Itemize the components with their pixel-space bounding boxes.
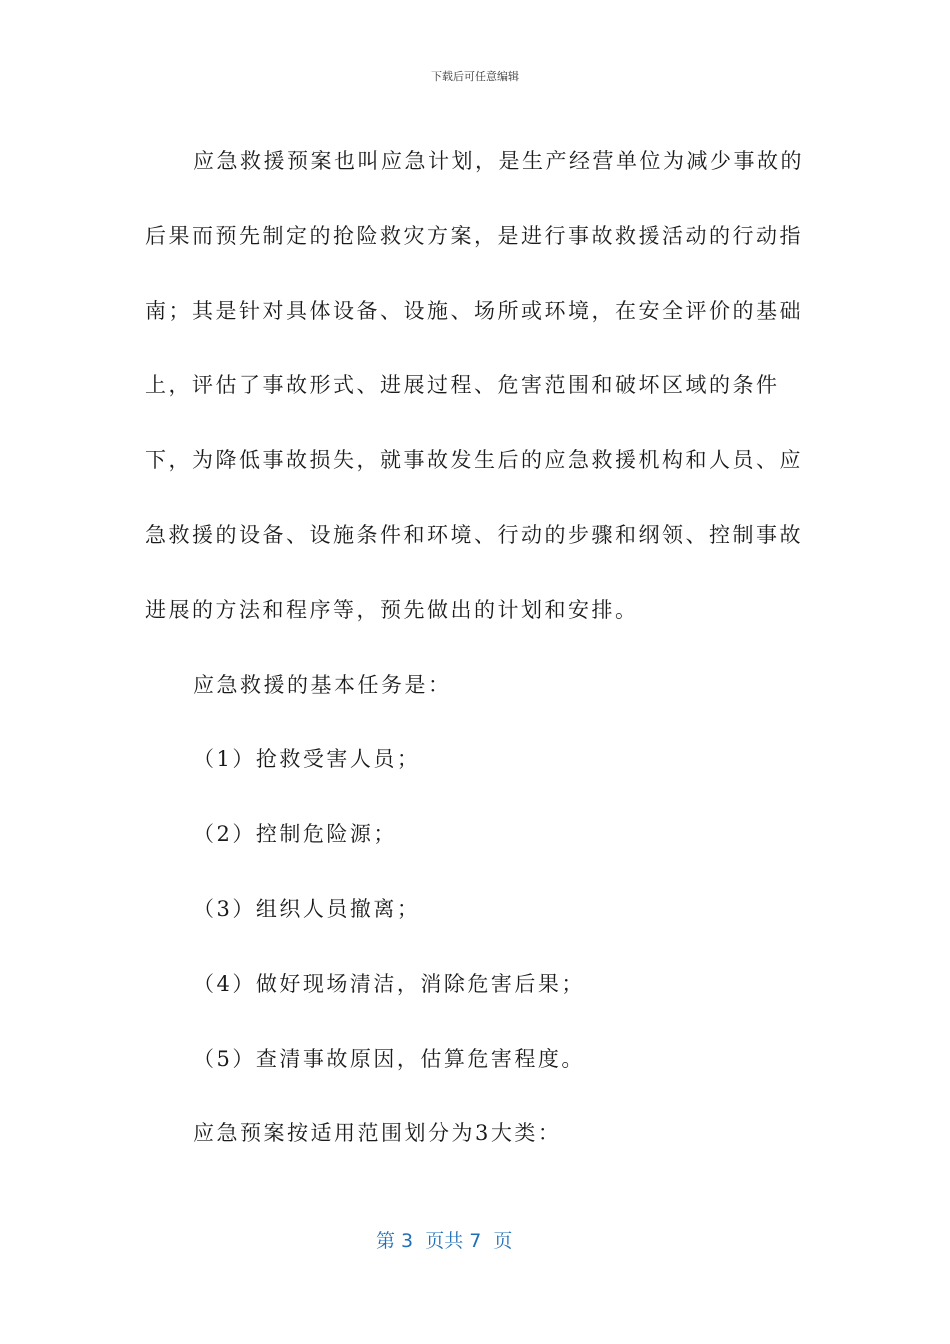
tasks-heading: 应急救援的基本任务是： bbox=[193, 672, 452, 697]
document-body bbox=[145, 124, 805, 1171]
task-item-2: （2）控制危险源； bbox=[193, 822, 397, 847]
task-item-1: （1）抢救受害人员； bbox=[193, 747, 421, 772]
task-item-3: （3）组织人员撤离； bbox=[193, 896, 421, 921]
task-item-4: （4）做好现场清洁，消除危害后果； bbox=[193, 971, 585, 996]
page-header-note: 下载后可任意编辑 bbox=[431, 70, 519, 83]
task-item-5: （5）查清事故原因，估算危害程度。 bbox=[193, 1046, 585, 1071]
page-number: 第 3 页共 7 页 bbox=[376, 1230, 513, 1252]
classification-paragraph: 应急预案按适用范围划分为3大类： bbox=[193, 1121, 562, 1146]
intro-paragraph: 应急救援预案也叫应急计划，是生产经营单位为减少事故的后果而预先制定的抢险救灾方案，是进行事故救援活动的行动指南；其是针对具体设备、设施、场所或环境，在安全评价的基础上，评估了事故形式、进展过程、危害范围和破坏区域的条件下，为降低事故损失，就事故发生后的应急救援机构和人员、应急救援的设备、设施条件和环境、行动的步骤和纲领、控制事故进展的方法和程序等，预先做出的计划和安排。 bbox=[145, 149, 804, 622]
